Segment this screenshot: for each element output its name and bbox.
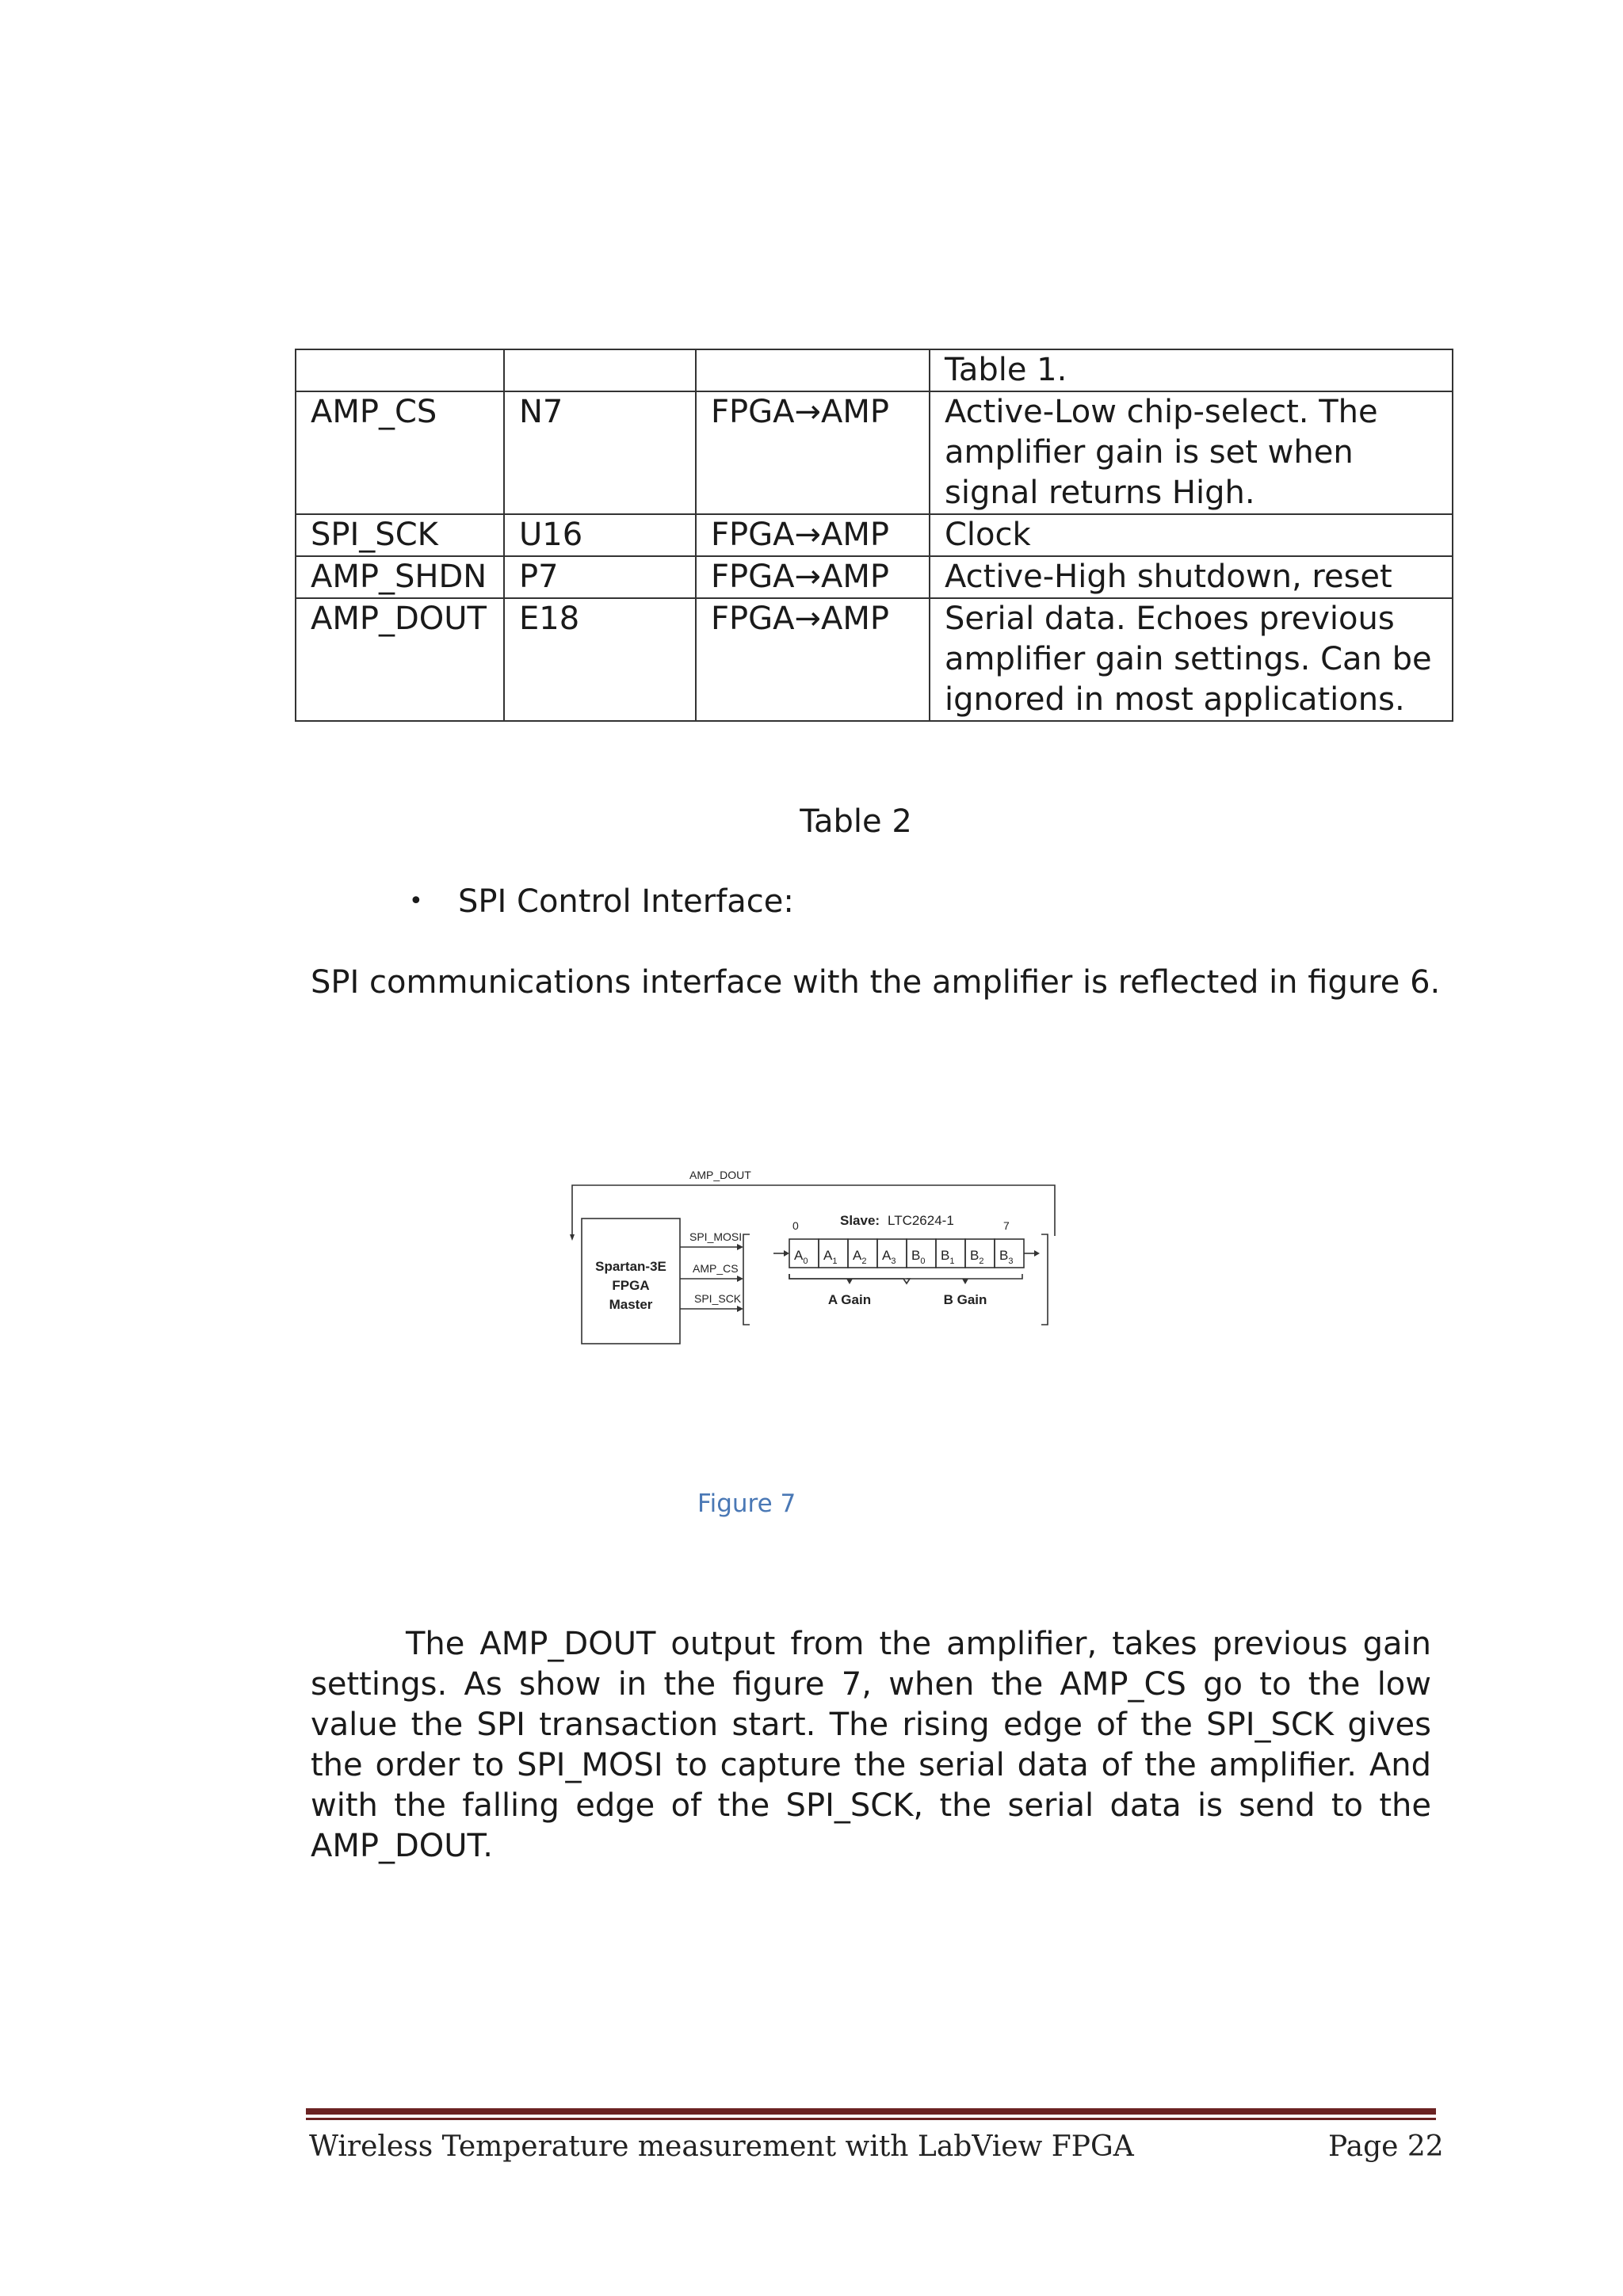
- slave-left-bracket: [743, 1234, 750, 1325]
- b-gain-label: B Gain: [943, 1292, 987, 1307]
- body-paragraph-text: The AMP_DOUT output from the amplifier, takes previous gain settings. As show in the figure 7, when the AMP_CS go to the low value the SPI transaction start. The rising edge of the SPI_SCK gives the order to SPI_MOSI to capture the serial data of the amplifier. And with the falling edge of the SPI_SCK, the serial data is send to the AMP_DOUT.: [311, 1626, 1431, 1864]
- slave-name: LTC2624-1: [888, 1213, 954, 1228]
- bit-label: $A_0$: [794, 1248, 808, 1266]
- table-row: [296, 598, 1453, 721]
- table-row: [296, 556, 1453, 598]
- signal-cell: AMP_DOUT: [296, 598, 504, 721]
- sck-arrowhead: [737, 1306, 743, 1312]
- table-row: [296, 391, 1453, 514]
- bit-label: $B_2$: [970, 1248, 984, 1266]
- description-cell: Active-Low chip-select. The amplifier gain is set when signal returns High.: [930, 391, 1453, 514]
- pin-cell: E18: [504, 598, 696, 721]
- table-caption: Table 2: [800, 803, 912, 840]
- footer-rule-thin: [306, 2118, 1436, 2120]
- b-gain-brace-tip: [962, 1279, 968, 1284]
- bit-input-arrowhead: [784, 1250, 789, 1257]
- bit-labels: [794, 1248, 1013, 1266]
- table-row: [296, 349, 1453, 391]
- description-cell: Serial data. Echoes previous amplifier gain settings. Can be ignored in most applications.: [930, 598, 1453, 721]
- pin-cell: U16: [504, 514, 696, 556]
- cs-arrowhead: [737, 1276, 743, 1282]
- body-paragraph: [311, 1624, 1431, 1867]
- dout-feedback-line: [572, 1185, 1055, 1236]
- figure-caption: Figure 7: [697, 1489, 796, 1518]
- direction-cell: FPGA→AMP: [696, 598, 930, 721]
- master-label-line1: Spartan-3E: [595, 1259, 666, 1274]
- signal-cell: AMP_SHDN: [296, 556, 504, 598]
- signal-cell: SPI_SCK: [296, 514, 504, 556]
- sck-label: SPI_SCK: [694, 1292, 742, 1305]
- bit-start-label: 0: [792, 1219, 799, 1232]
- table-cell: [296, 349, 504, 391]
- signal-cell: AMP_CS: [296, 391, 504, 514]
- spi-diagram: [555, 1155, 1062, 1353]
- bit-label: $A_3$: [882, 1248, 896, 1266]
- pin-cell: N7: [504, 391, 696, 514]
- description-cell: Clock: [930, 514, 1453, 556]
- pin-cell: P7: [504, 556, 696, 598]
- footer-rule: [306, 2108, 1436, 2115]
- bit-output-arrowhead: [1034, 1250, 1040, 1257]
- dout-arrowhead: [570, 1234, 575, 1241]
- bit-label: $A_1$: [823, 1248, 838, 1266]
- direction-cell: FPGA→AMP: [696, 556, 930, 598]
- table-row: [296, 514, 1453, 556]
- dout-label: AMP_DOUT: [689, 1169, 751, 1181]
- bit-label: $A_2$: [853, 1248, 867, 1266]
- master-label-line3: Master: [609, 1297, 653, 1312]
- direction-cell: FPGA→AMP: [696, 514, 930, 556]
- slave-right-bracket: [1041, 1234, 1048, 1325]
- description-cell: Active-High shutdown, reset: [930, 556, 1453, 598]
- slave-prefix: Slave:: [840, 1213, 880, 1228]
- bullet-icon: •: [409, 887, 423, 915]
- a-gain-brace-tip: [846, 1279, 853, 1284]
- bullet-item: SPI Control Interface:: [458, 883, 794, 920]
- bit-end-label: 7: [1003, 1219, 1010, 1232]
- table-cell: [696, 349, 930, 391]
- cs-label: AMP_CS: [693, 1262, 739, 1275]
- a-gain-brace-line: [789, 1274, 1022, 1279]
- table-header-cell: Table 1.: [930, 349, 1453, 391]
- footer-title: Wireless Temperature measurement with LabView FPGA: [309, 2130, 1134, 2163]
- page-number: Page 22: [1328, 2130, 1444, 2163]
- bit-label: $B_3$: [999, 1248, 1014, 1266]
- signal-table: [295, 349, 1453, 722]
- bit-label: $B_1$: [941, 1248, 955, 1266]
- mosi-label: SPI_MOSI: [689, 1230, 743, 1243]
- table-cell: [504, 349, 696, 391]
- bit-label: $B_0$: [911, 1248, 926, 1266]
- mosi-arrowhead: [737, 1244, 743, 1250]
- direction-cell: FPGA→AMP: [696, 391, 930, 514]
- a-gain-label: A Gain: [827, 1292, 872, 1307]
- master-label-line2: FPGA: [612, 1278, 650, 1293]
- intro-paragraph: SPI communications interface with the amplifier is reflected in figure 6.: [311, 964, 1441, 1001]
